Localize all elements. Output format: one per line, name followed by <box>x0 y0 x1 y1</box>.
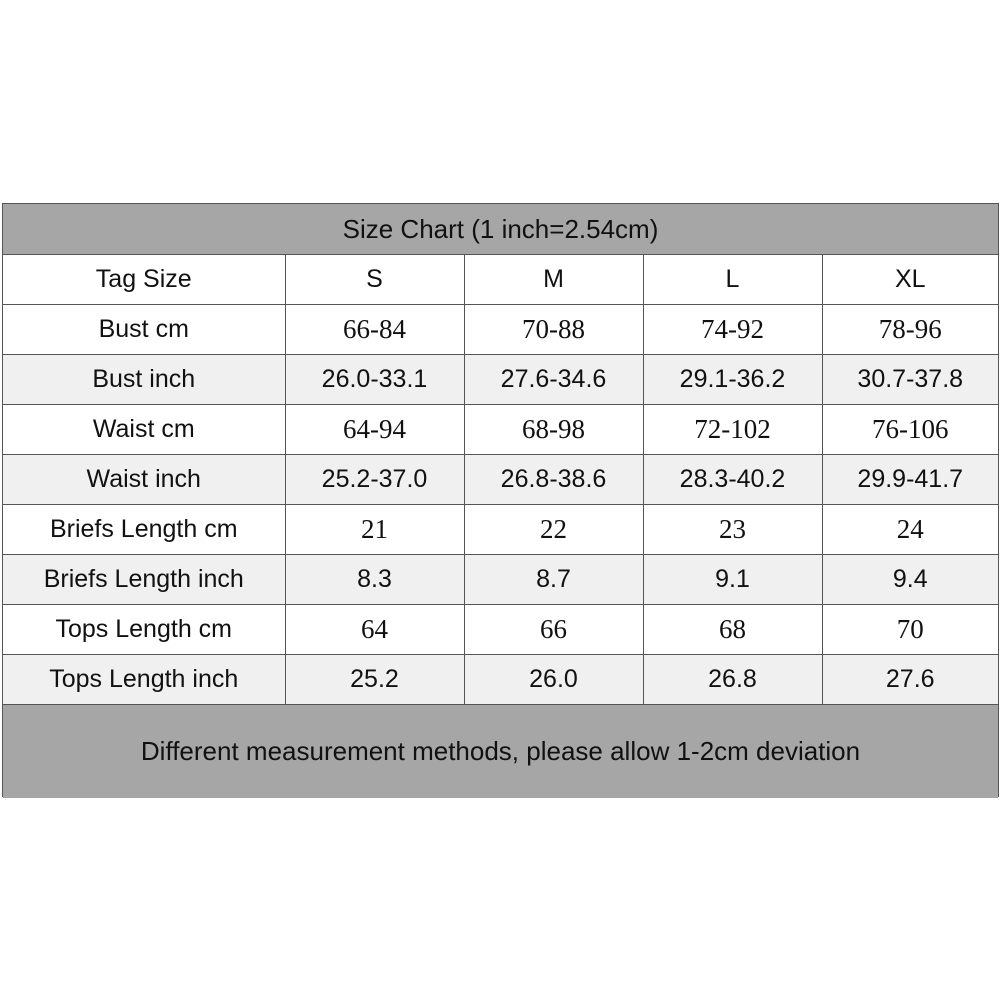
table-cell: 76-106 <box>822 405 998 455</box>
row-label-waist-cm: Waist cm <box>3 405 285 455</box>
table-cell: 30.7-37.8 <box>822 355 998 405</box>
table-cell: 27.6-34.6 <box>464 355 643 405</box>
table-cell: 66 <box>464 605 643 655</box>
table-cell: 9.4 <box>822 555 998 605</box>
table-cell: 8.7 <box>464 555 643 605</box>
table-row <box>3 305 998 355</box>
table-cell: 27.6 <box>822 655 998 705</box>
table-cell: 64-94 <box>285 405 464 455</box>
size-table <box>3 255 998 705</box>
row-label-briefs-length-cm: Briefs Length cm <box>3 505 285 555</box>
column-header-s: S <box>285 255 464 305</box>
table-row <box>3 355 998 405</box>
table-cell: 23 <box>643 505 822 555</box>
table-cell: 26.0-33.1 <box>285 355 464 405</box>
table-cell: 25.2 <box>285 655 464 705</box>
table-cell: 68 <box>643 605 822 655</box>
row-label-waist-inch: Waist inch <box>3 455 285 505</box>
column-header-xl: XL <box>822 255 998 305</box>
header-row <box>3 255 998 305</box>
row-label-bust-inch: Bust inch <box>3 355 285 405</box>
table-row <box>3 405 998 455</box>
row-label-tops-length-cm: Tops Length cm <box>3 605 285 655</box>
table-cell: 72-102 <box>643 405 822 455</box>
table-cell: 8.3 <box>285 555 464 605</box>
table-row <box>3 605 998 655</box>
column-header-m: M <box>464 255 643 305</box>
row-label-briefs-length-inch: Briefs Length inch <box>3 555 285 605</box>
deviation-note: Different measurement methods, please allow 1-2cm deviation <box>3 705 998 798</box>
table-cell: 26.8 <box>643 655 822 705</box>
table-cell: 78-96 <box>822 305 998 355</box>
table-cell: 68-98 <box>464 405 643 455</box>
table-cell: 9.1 <box>643 555 822 605</box>
table-cell: 24 <box>822 505 998 555</box>
table-row <box>3 505 998 555</box>
table-cell: 21 <box>285 505 464 555</box>
chart-title: Size Chart (1 inch=2.54cm) <box>3 204 998 255</box>
row-label-tops-length-inch: Tops Length inch <box>3 655 285 705</box>
table-row <box>3 455 998 505</box>
table-cell: 26.8-38.6 <box>464 455 643 505</box>
table-row <box>3 555 998 605</box>
table-cell: 28.3-40.2 <box>643 455 822 505</box>
table-row <box>3 655 998 705</box>
table-cell: 66-84 <box>285 305 464 355</box>
table-cell: 70 <box>822 605 998 655</box>
table-cell: 29.1-36.2 <box>643 355 822 405</box>
table-cell: 26.0 <box>464 655 643 705</box>
table-cell: 29.9-41.7 <box>822 455 998 505</box>
column-header-tag-size: Tag Size <box>3 255 285 305</box>
row-label-bust-cm: Bust cm <box>3 305 285 355</box>
table-cell: 25.2-37.0 <box>285 455 464 505</box>
table-cell: 70-88 <box>464 305 643 355</box>
table-cell: 74-92 <box>643 305 822 355</box>
column-header-l: L <box>643 255 822 305</box>
table-cell: 22 <box>464 505 643 555</box>
size-chart <box>2 203 999 797</box>
table-cell: 64 <box>285 605 464 655</box>
